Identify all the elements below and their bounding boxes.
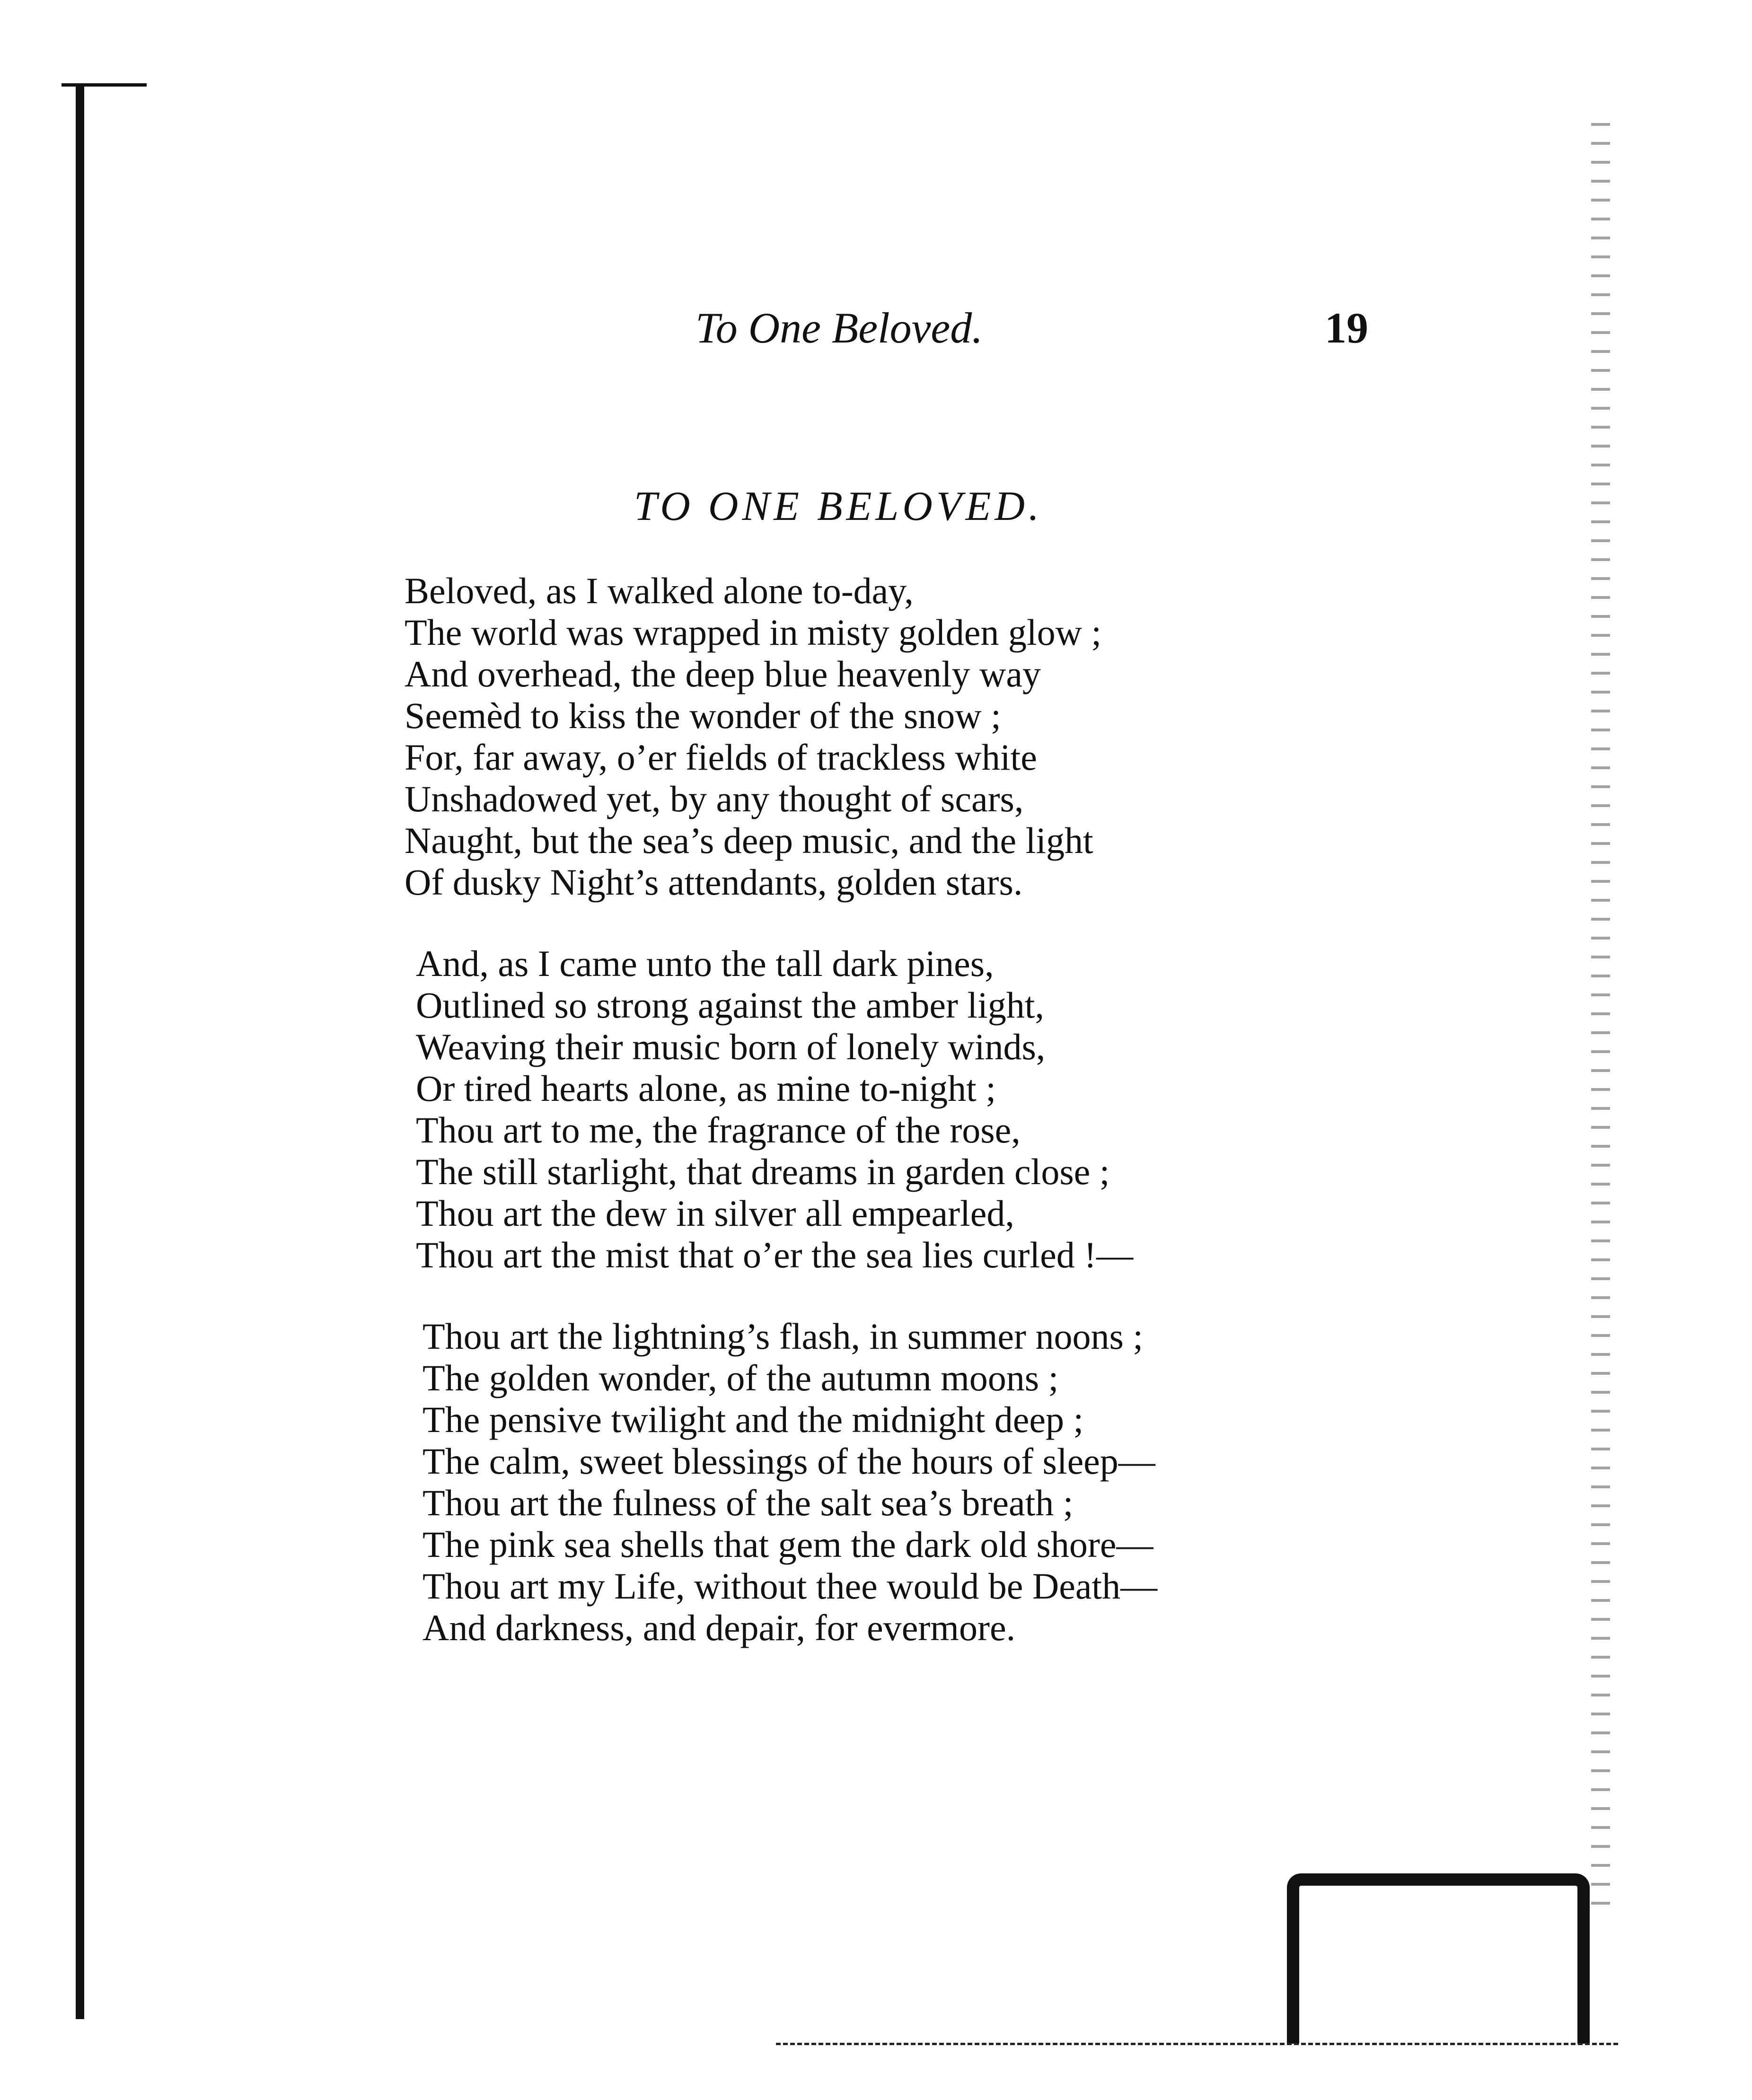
poem-line: Or tired hearts alone, as mine to-night ; xyxy=(416,1068,996,1109)
poem-line: The pink sea shells that gem the dark old shore— xyxy=(423,1524,1153,1565)
scan-border-top xyxy=(62,83,147,87)
poem-title: TO ONE BELOVED. xyxy=(634,483,1043,529)
poem-line: Thou art the fulness of the salt sea’s breath ; xyxy=(423,1482,1074,1523)
poem-line: Seemèd to kiss the wonder of the snow ; xyxy=(405,695,1001,736)
running-header xyxy=(0,303,1752,360)
poem-line: Outlined so strong against the amber light, xyxy=(416,984,1044,1026)
scan-border-left xyxy=(76,84,84,2019)
poem-line: The world was wrapped in misty golden glow ; xyxy=(405,612,1102,653)
stanza-1 xyxy=(405,570,1540,903)
poem-body xyxy=(405,570,1540,1688)
poem-line: The calm, sweet blessings of the hours of sleep— xyxy=(423,1441,1155,1482)
poem-line: Naught, but the sea’s deep music, and the light xyxy=(405,820,1093,861)
poem-line: Unshadowed yet, by any thought of scars, xyxy=(405,778,1024,819)
poem-line: The still starlight, that dreams in garden close ; xyxy=(416,1151,1110,1192)
poem-line: The golden wonder, of the autumn moons ; xyxy=(423,1357,1059,1398)
poem-line: Weaving their music born of lonely winds, xyxy=(416,1026,1046,1067)
poem-line: And overhead, the deep blue heavenly way xyxy=(405,653,1041,694)
stanza-2 xyxy=(405,943,1540,1276)
poem-line: Thou art my Life, without thee would be Death— xyxy=(423,1565,1158,1607)
scan-border-bottom xyxy=(776,2043,1618,2047)
poem-line: Thou art the lightning’s flash, in summer noons ; xyxy=(423,1316,1144,1357)
poem-line: For, far away, o’er fields of trackless white xyxy=(405,737,1037,778)
poem-line: Of dusky Night’s attendants, golden stars. xyxy=(405,861,1023,903)
stanza-3 xyxy=(405,1316,1540,1649)
scan-edge-noise xyxy=(1591,123,1610,1921)
page-number: 19 xyxy=(1325,304,1368,352)
poem-line: And darkness, and depair, for evermore. xyxy=(423,1607,1016,1648)
poem-line: Thou art the dew in silver all empearled, xyxy=(416,1193,1014,1234)
poem-line: Beloved, as I walked alone to-day, xyxy=(405,570,914,611)
running-title: To One Beloved. xyxy=(696,304,983,352)
poem-line: Thou art to me, the fragrance of the rose, xyxy=(416,1109,1021,1151)
poem-line: Thou art the mist that o’er the sea lies curled !— xyxy=(416,1234,1134,1275)
scan-corner-artifact xyxy=(1287,1873,1590,2044)
poem-line: The pensive twilight and the midnight deep ; xyxy=(423,1399,1084,1440)
poem-line: And, as I came unto the tall dark pines, xyxy=(416,943,994,984)
